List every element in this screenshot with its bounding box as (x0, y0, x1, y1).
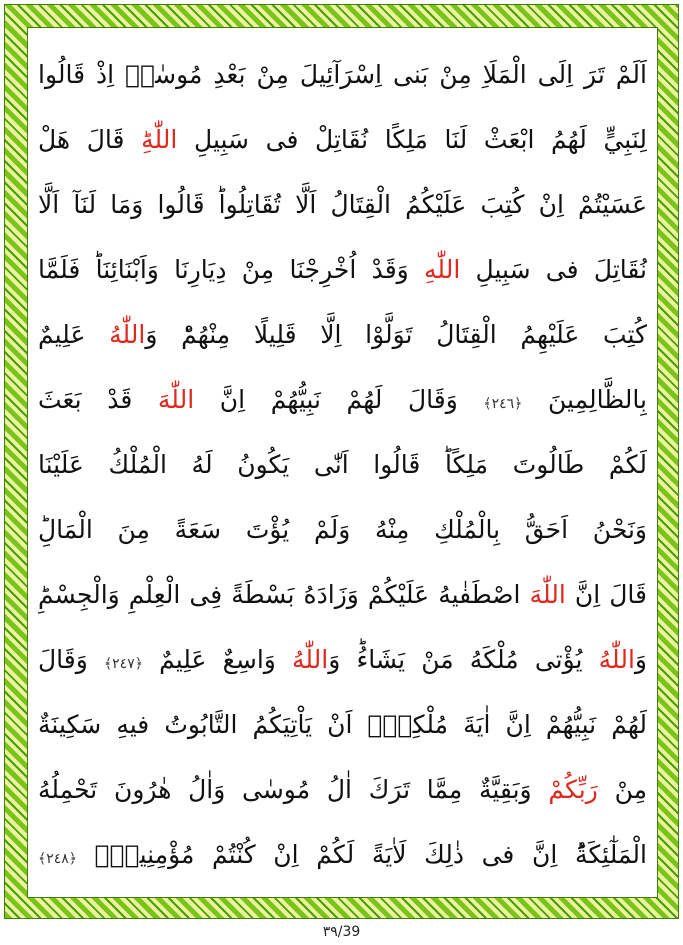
verse-text: وَبَقِيَّةٌ مِمَّا تَرَكَ اٰلُ مُوسٰى وَاٰلُ هٰرُونَ تَحْمِلُهُ (38, 775, 549, 804)
verse-line (38, 692, 647, 757)
divine-name: اللّٰهُ (598, 645, 635, 674)
verse-line (38, 42, 647, 107)
verse-text: يُؤْتى مُلْكَهُ مَنْ يَشَاءُؕ وَ (328, 645, 599, 674)
verse-text: وَاسِعٌ عَلِيمٌ (142, 645, 292, 674)
verse-text: وَقَالَ (38, 645, 104, 674)
verse-line (38, 562, 647, 627)
verse-text: نُقَاتِلَ فى سَبِيلِ (460, 255, 647, 284)
verse-line (38, 822, 647, 887)
verse-number: ﴿٢٤٨﴾ (38, 851, 77, 867)
verse-line (38, 107, 647, 172)
divine-name: اللّٰهُ (109, 320, 146, 349)
verse-text: قَالَ اِنَّ (565, 580, 647, 609)
verse-text: اَلَمْ تَرَ اِلَى الْمَلَاِ مِنْ بَنى اِسْرَآئِيلَ مِنْ بَعْدِ مُوسٰىۘ اِذْ قَالُوا (38, 60, 647, 89)
verse-text: اصْطَفٰيهُ عَلَيْكُمْ وَزَادَهُ بَسْطَةً فِى الْعِلْمِ وَالْجِسْمِؕ (38, 580, 530, 609)
verse-text: عَسَيْتُمْ اِنْ كُتِبَ عَلَيْكُمُ الْقِتَالُ اَلَّا تُقَاتِلُواؕ قَالُوا وَمَا لَنَآ اَلَّا (38, 190, 647, 219)
divine-name: رَبِّكُمْ (548, 775, 598, 804)
verse-text: لِنَبِيٍّ لَهُمُ ابْعَثْ لَنَا مَلِكًا نُقَاتِلْ فى سَبِيلِ (177, 125, 647, 154)
page-number: ٣٩/39 (322, 924, 361, 940)
divine-name: اللّٰهِ (141, 125, 178, 154)
verse-text: كُتِبَ عَلَيْهِمُ الْقِتَالُ تَوَلَّوْا اِلَّا قَلِيلًا مِنْهُمْؕ وَ (145, 320, 647, 349)
verse-text: عَلِيمٌ (38, 320, 110, 349)
quran-page (27, 27, 658, 898)
verse-text: لَكُمْ طَالُوتَ مَلِكًاؕ قَالُوا اَنّٰى يَكُونُ لَهُ الْمُلْكُ عَلَيْنَا (38, 450, 647, 479)
divine-name: اللّٰهُ (292, 645, 329, 674)
verse-line (38, 172, 647, 237)
verse-line (38, 367, 647, 432)
verse-line (38, 302, 647, 367)
divine-name: اللّٰهَ (529, 580, 566, 609)
verse-text: الْمَلٰٓئِكَةُؕ اِنَّ فى ذٰلِكَ لَاٰيَةً لَكُمْ اِنْ كُنْتُمْ مُؤْمِنِينَۧ (76, 840, 647, 869)
verse-number: ﴿٢٤٧﴾ (103, 656, 143, 672)
decorative-border (4, 4, 679, 919)
verse-text: لَهُمْ نَبِيُّهُمْ اِنَّ اٰيَةَ مُلْكِهٖۤ اَنْ يَاْتِيَكُمُ التَّابُوتُ فيهِ سَكِينَةٌ (38, 710, 647, 739)
verse-text: وَ (634, 645, 647, 674)
verse-text: قَدْ بَعَثَ (38, 385, 158, 414)
verse-text: وَنَحْنُ اَحَقُّ بِالْمُلْكِ مِنْهُ وَلَمْ يُؤْتَ سَعَةً مِنَ الْمَالِؕ (38, 515, 647, 544)
verse-line (38, 757, 647, 822)
verse-line (38, 497, 647, 562)
verse-text: مِنْ (597, 775, 647, 804)
verse-lines (38, 42, 647, 887)
verse-text: بِالظَّالِمِينَ (522, 385, 647, 414)
verse-line (38, 237, 647, 302)
verse-text: ؕ قَالَ هَلْ (38, 125, 142, 154)
divine-name: اللّٰهِ (424, 255, 461, 284)
divine-name: اللّٰهَ (157, 385, 195, 414)
verse-number: ﴿٢٤٦﴾ (483, 396, 523, 412)
verse-line (38, 432, 647, 497)
verse-text: وَقَالَ لَهُمْ نَبِيُّهُمْ اِنَّ (194, 385, 484, 414)
verse-line (38, 627, 647, 692)
verse-text: وَقَدْ اُخْرِجْنَا مِنْ دِيَارِنَا وَاَبْنَائِنَاؕ فَلَمَّا (38, 255, 425, 284)
